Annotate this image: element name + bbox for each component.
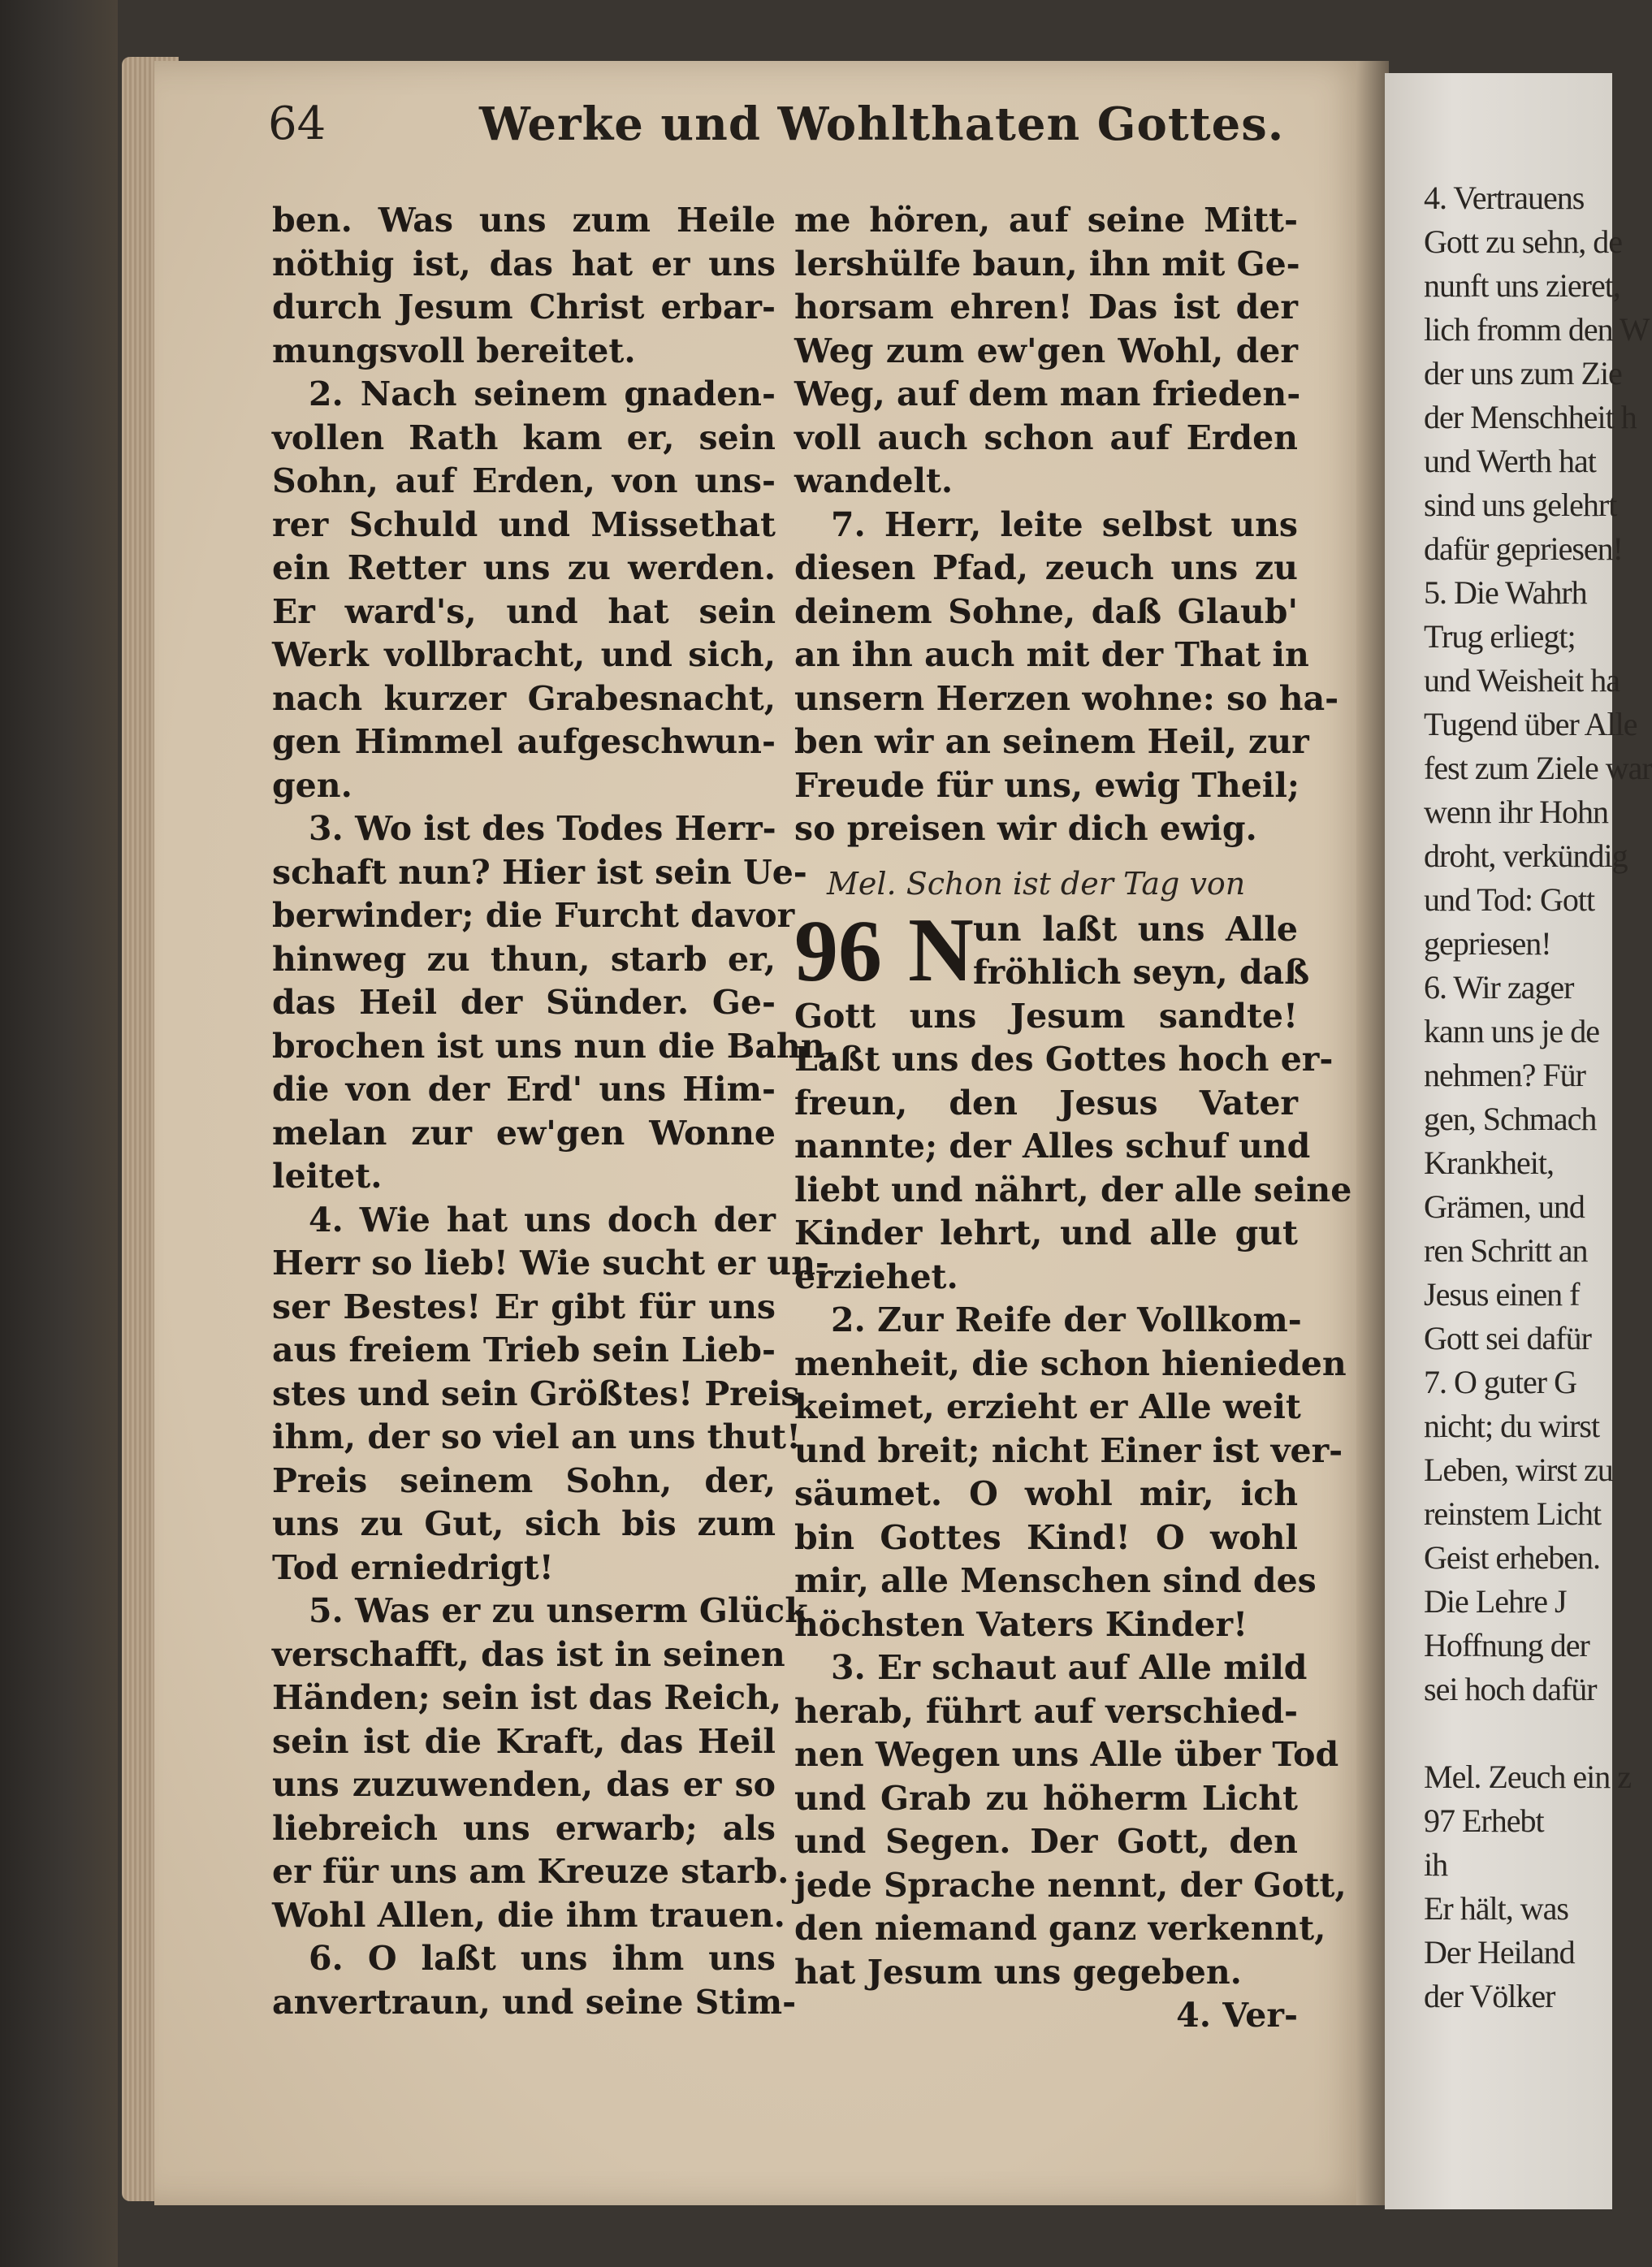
text-line: stes und sein Größtes! Preis: [272, 1374, 800, 1413]
text-line: Wohl Allen, die ihm trauen.: [272, 1895, 785, 1935]
text-line: uns zuzuwenden, das er so: [272, 1765, 776, 1804]
melody-line: Mel. Schon ist der Tag von: [827, 865, 1246, 902]
text-line: me hören, auf seine Mitt-: [794, 201, 1298, 240]
text-line: ser Bestes! Er gibt für uns: [272, 1287, 776, 1326]
running-title: Werke und Wohlthaten Gottes.: [479, 97, 1285, 151]
text-line: fröhlich seyn, daß: [973, 953, 1310, 992]
text-line: höchsten Vaters Kinder!: [794, 1604, 1248, 1644]
facing-page-line: fest zum Ziele war: [1424, 750, 1652, 786]
text-line: deinem Sohne, daß Glaub': [794, 591, 1298, 631]
text-line: so preisen wir dich ewig.: [794, 809, 1257, 848]
facing-page: [1385, 73, 1652, 2209]
book-spine: [0, 0, 118, 2267]
text-line: vollen Rath kam er, sein: [272, 417, 776, 457]
left-text-column: [272, 199, 837, 2024]
page-number: 64: [268, 97, 327, 150]
text-line: Sohn, auf Erden, von uns-: [272, 461, 776, 500]
catchword: 4. Ver-: [1176, 1996, 1298, 2035]
text-line: mir, alle Menschen sind des: [794, 1561, 1317, 1600]
hymn-96-text: [794, 995, 1352, 1995]
facing-page-line: nehmen? Für: [1424, 1057, 1585, 1093]
text-line: diesen Pfad, zeuch uns zu: [794, 548, 1298, 587]
text-line: Er ward's, und hat sein: [272, 591, 776, 631]
text-line: an ihn auch mit der That in: [794, 635, 1309, 674]
facing-page-line: und Tod: Gott: [1424, 881, 1595, 918]
page-header: [268, 97, 1356, 162]
text-line: ein Retter uns zu werden.: [272, 548, 776, 587]
facing-page-line: der Völker: [1424, 1978, 1555, 2014]
text-line: brochen ist uns nun die Bahn,: [272, 1026, 837, 1066]
text-line: erziehet.: [794, 1257, 958, 1296]
facing-page-line: ren Schritt an: [1424, 1232, 1588, 1269]
text-line: liebreich uns erwarb; als: [272, 1808, 776, 1848]
facing-page-line: Er hält, was: [1424, 1890, 1568, 1927]
text-line: menheit, die schon hienieden: [794, 1343, 1347, 1383]
facing-page-line: der uns zum Zie: [1424, 355, 1622, 392]
facing-page-line: Krankheit,: [1424, 1144, 1554, 1181]
facing-page-line: gen, Schmach: [1424, 1101, 1597, 1137]
facing-page-line: ih: [1424, 1846, 1448, 1883]
facing-page-line: lich fromm den W: [1424, 311, 1650, 348]
text-line: 3. Er schaut auf Alle mild: [831, 1648, 1308, 1687]
hymn-95-continuation: [794, 199, 1339, 851]
text-line: Preis seinem Sohn, der,: [272, 1460, 776, 1500]
facing-page-line: Der Heiland: [1424, 1934, 1575, 1971]
text-line: Kinder lehrt, und alle gut: [794, 1214, 1298, 1252]
facing-page-line: wenn ihr Hohn: [1424, 794, 1608, 830]
text-line: 7. Herr, leite selbst uns: [831, 504, 1298, 544]
text-line: Händen; sein ist das Reich,: [272, 1678, 782, 1717]
text-line: und breit; nicht Einer ist ver-: [794, 1430, 1343, 1470]
text-line: und Segen. Der Gott, den: [794, 1822, 1298, 1861]
text-line: un laßt uns Alle: [973, 909, 1298, 949]
drop-cap: N: [908, 899, 974, 1001]
text-line: und Grab zu höherm Licht: [794, 1778, 1298, 1818]
facing-page-line: sei hoch dafür: [1424, 1671, 1597, 1707]
facing-page-line: nunft uns zieret,: [1424, 267, 1620, 304]
text-line: 2. Nach seinem gnaden-: [309, 374, 776, 413]
facing-page-line: Die Lehre J: [1424, 1583, 1567, 1620]
text-line: sein ist die Kraft, das Heil: [272, 1721, 776, 1761]
facing-page-line: reinstem Licht: [1424, 1495, 1602, 1532]
text-line: durch Jesum Christ erbar-: [272, 288, 776, 327]
text-line: 3. Wo ist des Todes Herr-: [309, 809, 776, 848]
facing-page-line: 4. Vertrauens: [1424, 180, 1585, 216]
facing-page-line: und Werth hat: [1424, 443, 1596, 479]
text-line: Weg, auf dem man frieden-: [794, 374, 1301, 413]
text-line: ihm, der so viel an uns thut!: [272, 1417, 802, 1456]
text-line: unsern Herzen wohne: so ha-: [794, 678, 1339, 718]
text-line: den niemand ganz verkennt,: [794, 1909, 1326, 1948]
text-line: 4. Wie hat uns doch der: [309, 1200, 776, 1239]
text-line: bin Gottes Kind! O wohl: [794, 1517, 1298, 1557]
book-gutter: [1356, 61, 1389, 2205]
text-line: das Heil der Sünder. Ge-: [272, 983, 776, 1022]
facing-page-line: dafür gepriesen!: [1424, 530, 1623, 567]
facing-page-line: Mel. Zeuch ein z: [1424, 1759, 1631, 1795]
text-line: liebt und nährt, der alle seine: [794, 1170, 1352, 1209]
text-line: Herr so lieb! Wie sucht er un-: [272, 1244, 829, 1283]
facing-page-line: Tugend über Alle: [1424, 706, 1637, 742]
text-line: herab, führt auf verschied-: [794, 1691, 1298, 1731]
text-line: Werk vollbracht, und sich,: [272, 635, 776, 674]
facing-page-line: Jesus einen f: [1424, 1276, 1580, 1313]
text-line: säumet. O wohl mir, ich: [794, 1474, 1298, 1513]
facing-page-line: Leben, wirst zu: [1424, 1451, 1613, 1488]
facing-page-line: nicht; du wirst: [1424, 1408, 1600, 1444]
facing-page-line: 6. Wir zager: [1424, 969, 1574, 1006]
text-line: mungsvoll bereitet.: [272, 331, 636, 370]
text-line: hat Jesum uns gegeben.: [794, 1952, 1242, 1992]
facing-page-line: 97 Erhebt: [1424, 1802, 1544, 1839]
text-line: 5. Was er zu unserm Glück: [309, 1591, 808, 1630]
text-line: horsam ehren! Das ist der: [794, 288, 1298, 327]
hymn-number: 96: [794, 902, 882, 1000]
text-line: ben wir an seinem Heil, zur: [794, 722, 1309, 761]
right-text-column: [794, 199, 1352, 2038]
facing-page-line: Grämen, und: [1424, 1188, 1585, 1225]
facing-page-line: der Menschheit h: [1424, 399, 1637, 435]
text-line: keimet, erzieht er Alle weit: [794, 1387, 1301, 1426]
text-line: jede Sprache nennt, der Gott,: [794, 1865, 1347, 1905]
text-line: freun, den Jesus Vater: [794, 1083, 1298, 1123]
facing-page-line: 7. O guter G: [1424, 1364, 1576, 1400]
text-line: die von der Erd' uns Him-: [272, 1070, 776, 1109]
text-line: er für uns am Kreuze starb.: [272, 1852, 789, 1891]
text-line: gen Himmel aufgeschwun-: [272, 722, 776, 761]
facing-page-line: und Weisheit ha: [1424, 662, 1620, 699]
facing-page-line: Gott zu sehn, de: [1424, 223, 1622, 260]
text-line: verschafft, das ist in seinen: [272, 1634, 785, 1674]
facing-page-line: Trug erliegt;: [1424, 618, 1576, 655]
facing-page-line: kann uns je de: [1424, 1013, 1599, 1049]
facing-page-line: gepriesen!: [1424, 925, 1551, 962]
text-line: lershülfe baun, ihn mit Ge-: [794, 244, 1300, 283]
text-line: ben. Was uns zum Heile: [272, 201, 776, 240]
text-line: anvertraun, und seine Stim-: [272, 1982, 797, 2022]
facing-page-line: Gott sei dafür: [1424, 1320, 1591, 1356]
hymn-96-opening: [794, 899, 1310, 1001]
text-line: nöthig ist, das hat er uns: [272, 244, 776, 283]
text-line: hinweg zu thun, starb er,: [272, 939, 776, 979]
text-line: 2. Zur Reife der Vollkom-: [831, 1300, 1302, 1339]
facing-page-line: Hoffnung der: [1424, 1627, 1589, 1663]
facing-page-line: droht, verkündig: [1424, 837, 1628, 874]
text-line: uns zu Gut, sich bis zum: [272, 1504, 776, 1543]
text-line: leitet.: [272, 1157, 383, 1196]
text-line: Freude für uns, ewig Theil;: [794, 765, 1300, 805]
facing-page-line: Geist erheben.: [1424, 1539, 1601, 1576]
text-line: Gott uns Jesum sandte!: [794, 996, 1298, 1036]
text-line: voll auch schon auf Erden: [794, 417, 1298, 457]
text-line: nen Wegen uns Alle über Tod: [794, 1735, 1339, 1774]
text-line: nach kurzer Grabesnacht,: [272, 678, 776, 718]
text-line: Weg zum ew'gen Wohl, der: [794, 331, 1298, 370]
text-line: rer Schuld und Missethat: [272, 504, 776, 544]
text-line: schaft nun? Hier ist sein Ue-: [272, 852, 807, 892]
text-line: nannte; der Alles schuf und: [794, 1127, 1311, 1166]
facing-page-line: sind uns gelehrt: [1424, 487, 1617, 523]
facing-page-line: 5. Die Wahrh: [1424, 574, 1587, 611]
text-line: aus freiem Trieb sein Lieb-: [272, 1330, 776, 1369]
text-line: melan zur ew'gen Wonne: [272, 1113, 776, 1153]
text-line: Tod erniedrigt!: [272, 1547, 554, 1587]
text-line: Laßt uns des Gottes hoch er-: [794, 1040, 1334, 1079]
text-line: wandelt.: [794, 461, 954, 500]
text-line: berwinder; die Furcht davor: [272, 896, 795, 935]
text-line: gen.: [272, 765, 352, 805]
text-line: 6. O laßt uns ihm uns: [309, 1939, 776, 1978]
